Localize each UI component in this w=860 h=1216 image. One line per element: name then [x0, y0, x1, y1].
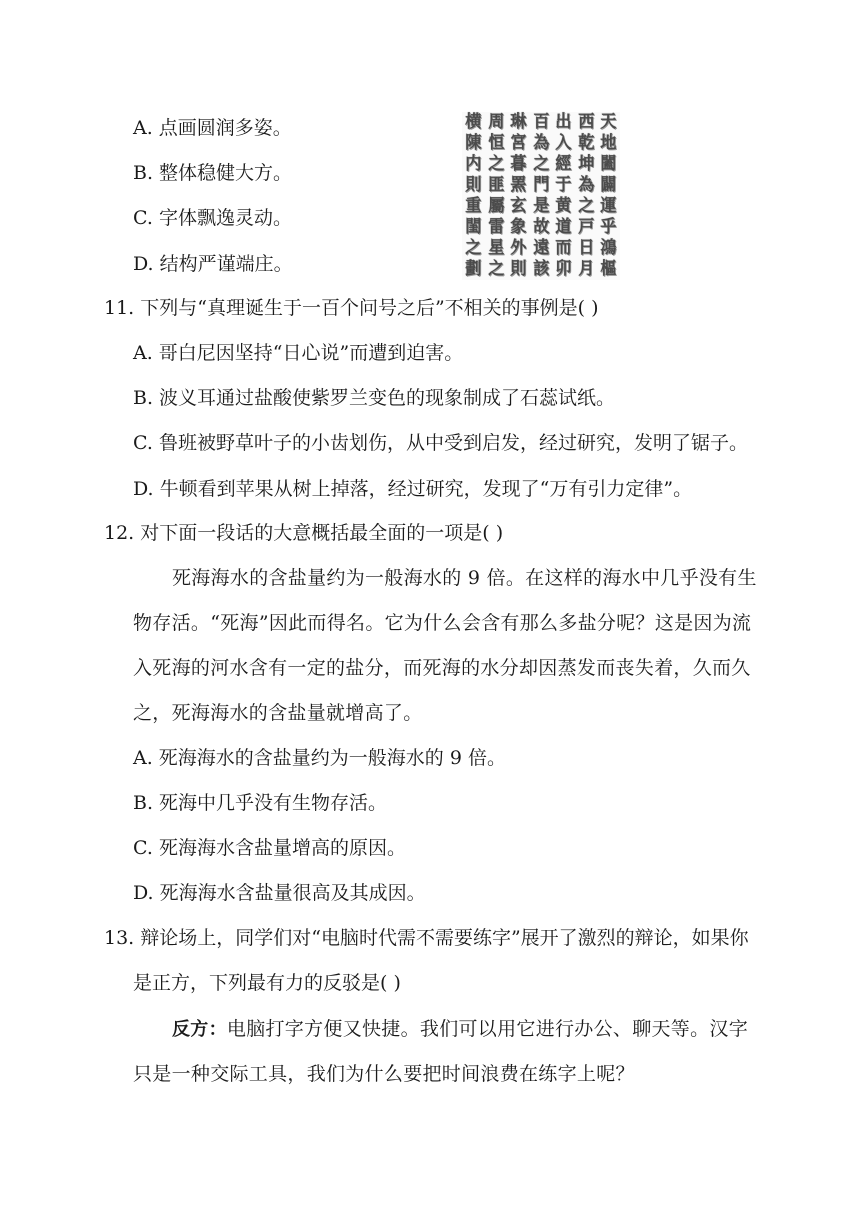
calligraphy-char: 罴 — [510, 175, 527, 195]
calligraphy-char: 闢 — [600, 175, 617, 195]
calligraphy-char: 門 — [532, 175, 550, 195]
calligraphy-char: 琳 — [510, 112, 527, 132]
calligraphy-char: 之 — [487, 154, 504, 174]
q13-stem-continued: 是正方，下列最有力的反驳是( ) — [133, 972, 401, 994]
calligraphy-char: 經 — [555, 154, 572, 174]
q12-passage-line: 入死海的河水含有一定的盐分，而死海的水分却因蒸发而丧失着，久而久 — [133, 657, 751, 679]
calligraphy-char: 戸 — [578, 217, 595, 237]
calligraphy-char: 是 — [532, 196, 550, 216]
calligraphy-char: 宮 — [510, 133, 527, 153]
calligraphy-char: 該 — [532, 259, 550, 279]
q11-option-a: A. 哥白尼因坚持“日心说”而遭到迫害。 — [133, 342, 464, 364]
calligraphy-char: 鴻 — [600, 238, 617, 258]
q11-option-b: B. 波义耳通过盐酸使紫罗兰变色的现象制成了石蕊试纸。 — [133, 387, 616, 409]
q10-option-b: B. 整体稳健大方。 — [133, 162, 293, 184]
calligraphy-char: 雷 — [487, 217, 504, 237]
q12-option-d: D. 死海海水含盐量很高及其成因。 — [133, 882, 426, 904]
calligraphy-char: 星 — [487, 238, 504, 258]
calligraphy-char: 道 — [555, 217, 572, 237]
calligraphy-char: 閨 — [465, 217, 482, 237]
calligraphy-char: 天 — [600, 112, 617, 132]
q10-option-a: A. 点画圆润多姿。 — [133, 117, 292, 139]
q12-option-b: B. 死海中几乎没有生物存活。 — [133, 792, 388, 814]
calligraphy-char: 乾 — [578, 133, 595, 153]
calligraphy-char: 月 — [578, 259, 595, 279]
calligraphy-char: 之 — [487, 259, 504, 279]
q11-option-c: C. 鲁班被野草叶子的小齿划伤，从中受到启发，经过研究，发明了锯子。 — [133, 432, 748, 454]
calligraphy-char: 運 — [600, 196, 617, 216]
calligraphy-char: 出 — [555, 112, 572, 132]
q11-option-d: D. 牛顿看到苹果从树上掉落，经过研究，发现了“万有引力定律”。 — [133, 478, 693, 500]
calligraphy-char: 為 — [532, 133, 550, 153]
calligraphy-char: 坤 — [578, 154, 595, 174]
q13-passage-line: 只是一种交际工具，我们为什么要把时间浪费在练字上呢？ — [133, 1063, 635, 1085]
calligraphy-char: 之 — [532, 154, 550, 174]
calligraphy-char: 則 — [465, 175, 482, 195]
q11-stem: 11. 下列与“真理诞生于一百个问号之后”不相关的事例是( ) — [104, 297, 599, 319]
calligraphy-char: 重 — [465, 196, 482, 216]
calligraphy-char: 于 — [555, 175, 572, 195]
calligraphy-char: 為 — [578, 175, 595, 195]
q13-stem: 13. 辩论场上，同学们对“电脑时代需不需要练字”展开了激烈的辩论，如果你 — [104, 927, 749, 949]
calligraphy-char: 屬 — [487, 196, 504, 216]
calligraphy-char: 陳 — [465, 133, 482, 153]
calligraphy-char: 而 — [555, 238, 572, 258]
calligraphy-char: 黄 — [555, 196, 572, 216]
calligraphy-char: 劃 — [465, 259, 482, 279]
q13-passage-line — [172, 1016, 822, 1043]
calligraphy-char: 入 — [555, 133, 572, 153]
q12-passage-line: 死海海水的含盐量约为一般海水的 9 倍。在这样的海水中几乎没有生 — [172, 567, 757, 589]
q13-con-label: 反方： — [172, 1019, 227, 1040]
calligraphy-char: 内 — [465, 154, 482, 174]
calligraphy-char: 之 — [578, 196, 595, 216]
calligraphy-char: 乎 — [600, 217, 617, 237]
calligraphy-char: 闔 — [600, 154, 617, 174]
q12-stem: 12. 对下面一段话的大意概括最全面的一项是( ) — [104, 522, 504, 544]
q12-passage-line: 物存活。“死海”因此而得名。它为什么会含有那么多盐分呢？这是因为流 — [133, 612, 752, 634]
calligraphy-char: 匪 — [487, 175, 504, 195]
calligraphy-char: 玄 — [510, 196, 527, 216]
calligraphy-char: 外 — [510, 238, 527, 258]
calligraphy-char: 遠 — [532, 238, 550, 258]
q12-option-c: C. 死海海水含盐量增高的原因。 — [133, 837, 406, 859]
calligraphy-char: 卯 — [555, 259, 572, 279]
calligraphy-char: 地 — [600, 133, 617, 153]
q12-option-a: A. 死海海水的含盐量约为一般海水的 9 倍。 — [133, 747, 506, 769]
calligraphy-char: 暮 — [510, 154, 527, 174]
q13-passage-text: 电脑打字方便又快捷。我们可以用它进行办公、聊天等。汉字 — [226, 1018, 749, 1040]
calligraphy-char: 樞 — [600, 259, 617, 279]
q10-option-d: D. 结构严谨端庄。 — [133, 253, 293, 275]
calligraphy-char: 西 — [578, 112, 595, 132]
calligraphy-sample — [462, 112, 620, 280]
calligraphy-char: 周 — [487, 112, 504, 132]
calligraphy-char: 故 — [532, 217, 550, 237]
calligraphy-char: 百 — [532, 112, 550, 132]
q10-option-c: C. 字体飘逸灵动。 — [133, 207, 292, 229]
calligraphy-char: 日 — [578, 238, 595, 258]
calligraphy-char: 横 — [465, 112, 482, 132]
q12-passage-line: 之，死海海水的含盐量就增高了。 — [133, 702, 423, 724]
calligraphy-char: 則 — [510, 259, 527, 279]
calligraphy-char: 恒 — [487, 133, 504, 153]
calligraphy-char: 象 — [510, 217, 527, 237]
calligraphy-char: 之 — [465, 238, 482, 258]
